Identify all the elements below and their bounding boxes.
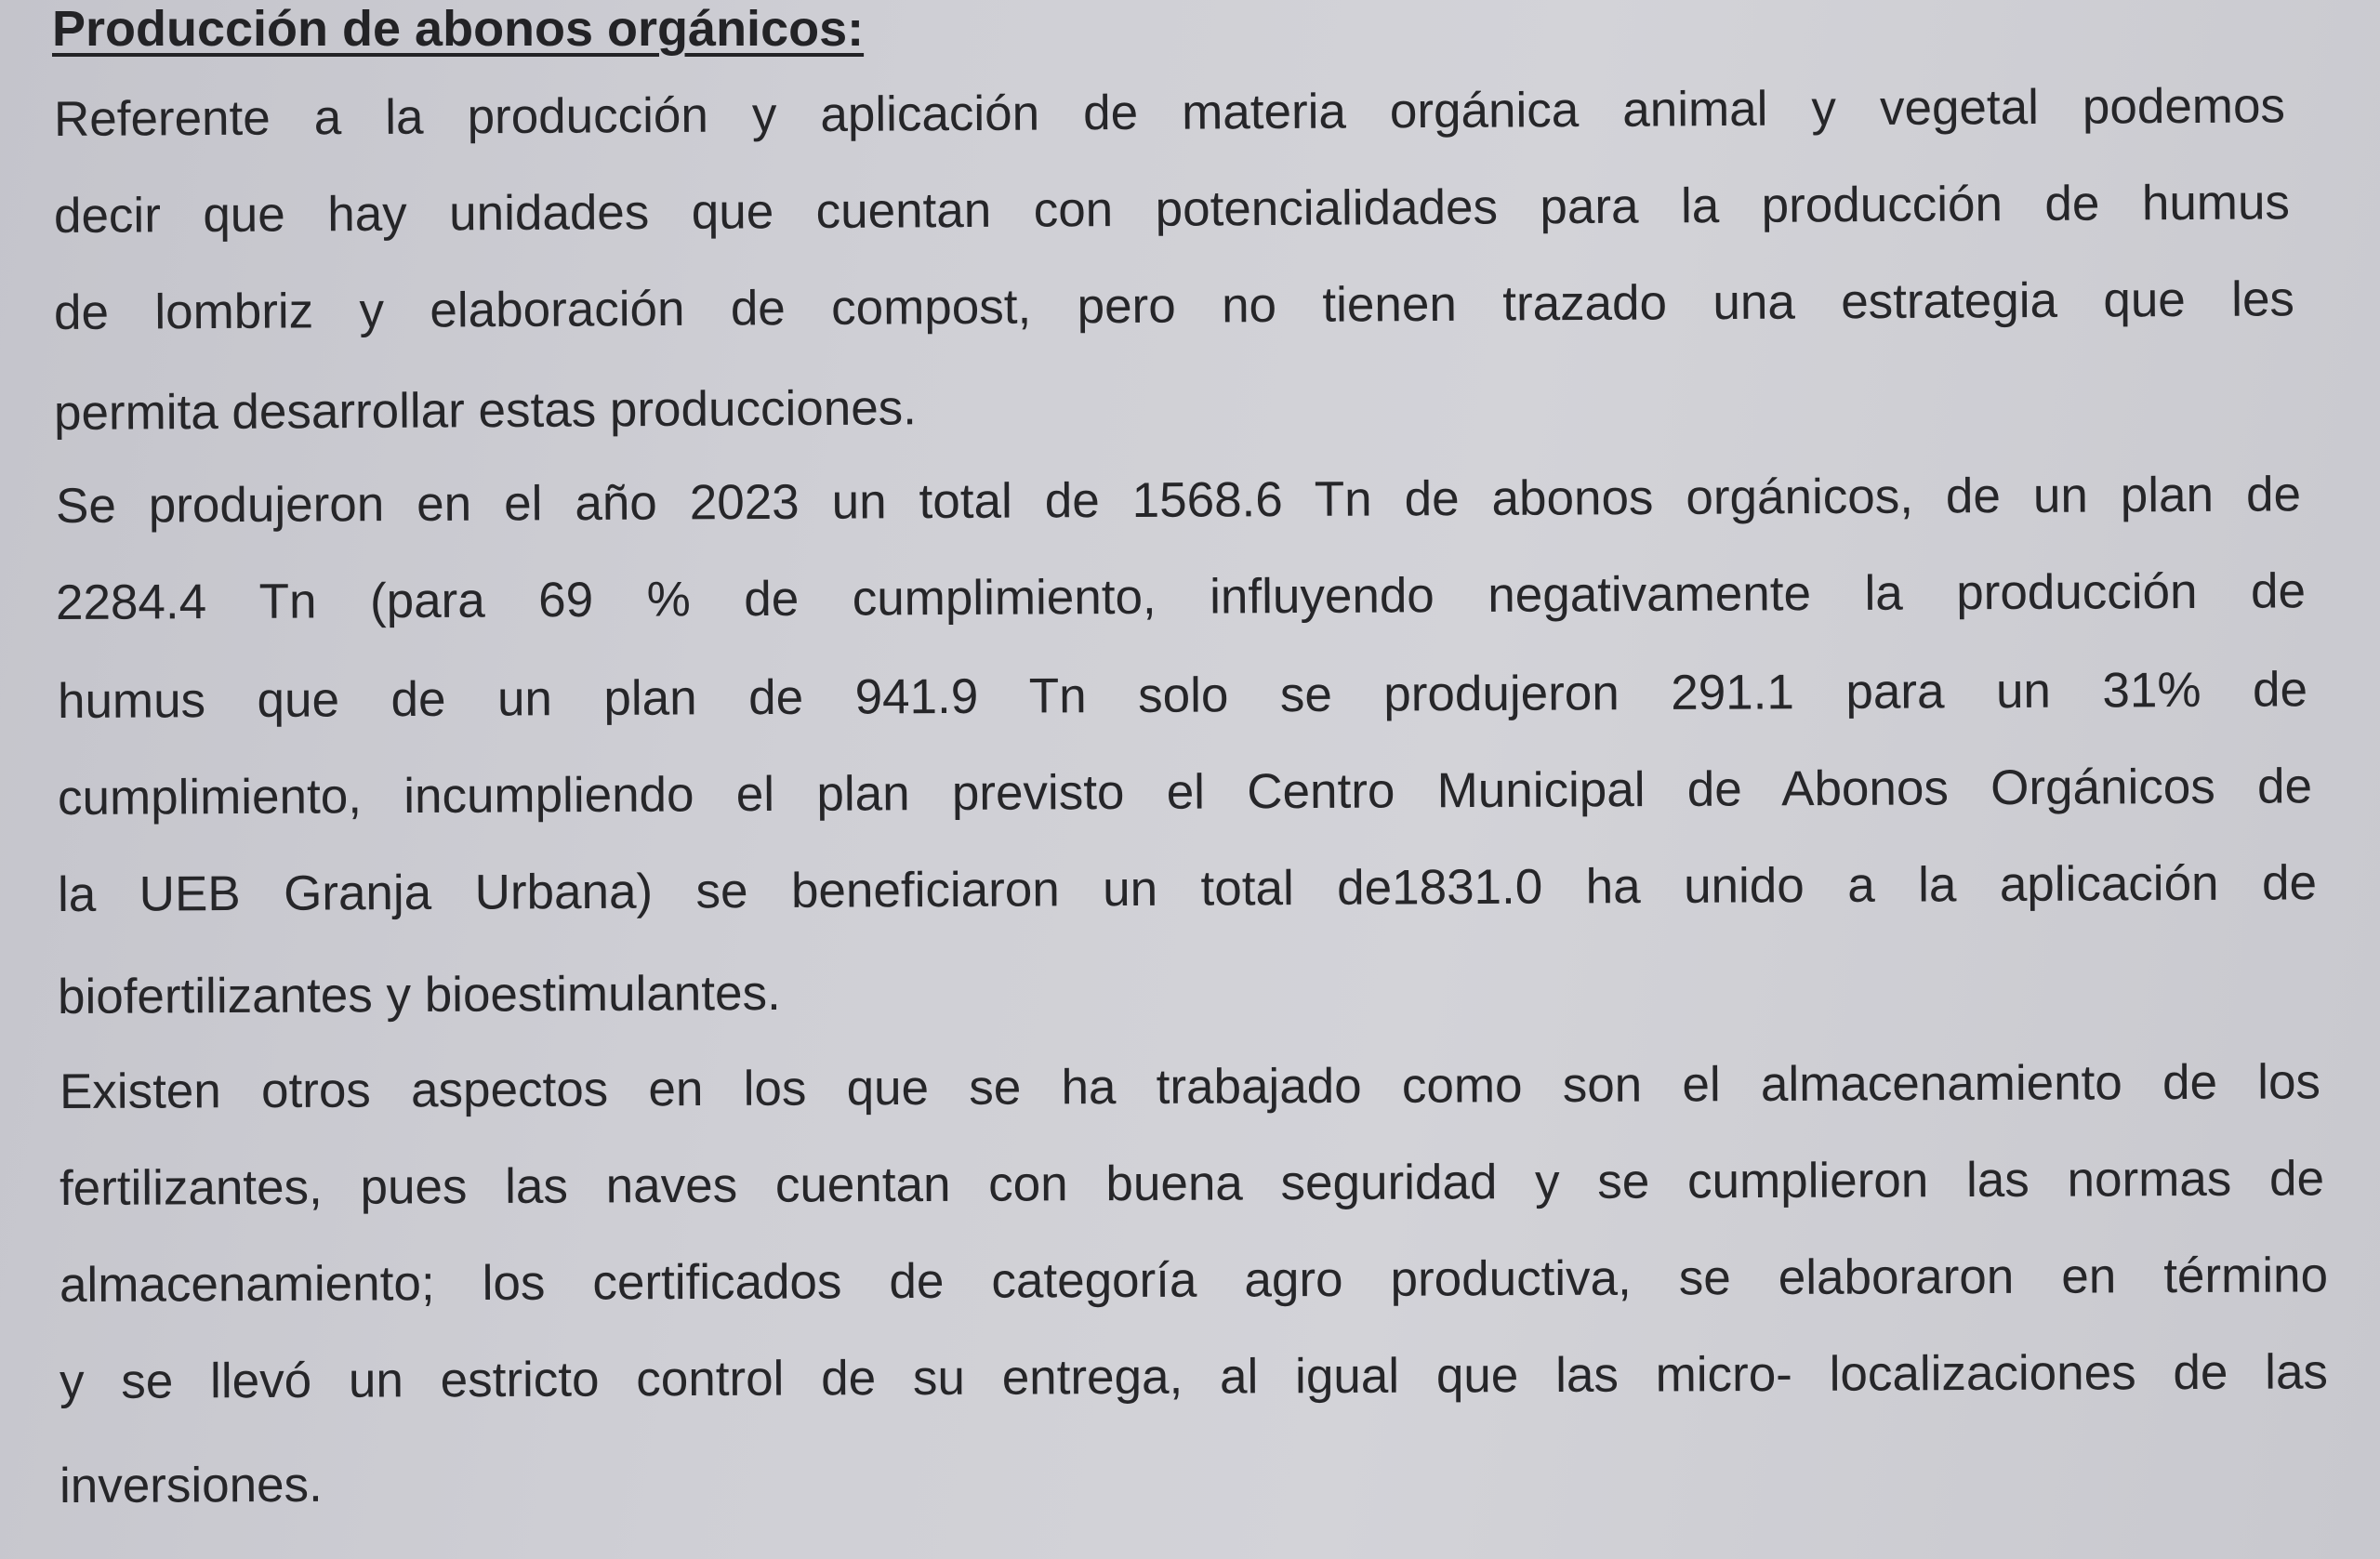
paragraph-2-line-3: humus que de un plan de 941.9 Tn solo se produjeron 291.1 para un 31% de — [57, 662, 2308, 729]
paragraph-2-line-1: Se produjeron en el año 2023 un total de 1568.6 Tn de abonos orgánicos, de un plan de — [55, 467, 2302, 534]
paragraph-1-line-2: decir que hay unidades que cuentan con potencialidades para la producción de humus — [53, 175, 2291, 244]
paragraph-3-line-5: inversiones. — [59, 1457, 323, 1513]
paragraph-3-line-4: y se llevó un estricto control de su entrega, al igual que las micro- localizaciones de las — [59, 1344, 2329, 1409]
paragraph-1-line-3: de lombriz y elaboración de compost, pero no tienen trazado una estrategia que les — [53, 271, 2295, 340]
paragraph-3-line-2: fertilizantes, pues las naves cuentan con buena seguridad y se cumplieron las normas de — [59, 1151, 2325, 1216]
paragraph-1-line-4: permita desarrollar estas producciones. — [53, 380, 918, 441]
paragraph-2-line-2: 2284.4 Tn (para 69 % de cumplimiento, influyendo negativamente la producción de — [55, 563, 2307, 630]
paragraph-2-line-4: cumplimiento, incumpliendo el plan previsto el Centro Municipal de Abonos Orgánicos de — [57, 759, 2313, 826]
paragraph-2-line-5: la UEB Granja Urbana) se beneficiaron un total de1831.0 ha unido a la aplicación de — [57, 855, 2318, 922]
paragraph-2-line-6: biofertilizantes y bioestimulantes. — [57, 965, 781, 1024]
paragraph-3-line-3: almacenamiento; los certificados de categoría agro productiva, se elaboraron en término — [59, 1248, 2329, 1313]
section-heading: Producción de abonos orgánicos: — [52, 1, 865, 57]
paragraph-3-line-1: Existen otros aspectos en los que se ha trabajado como son el almacenamiento de los — [59, 1054, 2321, 1119]
paragraph-1-line-1: Referente a la producción y aplicación de materia orgánica animal y vegetal podemos — [53, 78, 2286, 147]
